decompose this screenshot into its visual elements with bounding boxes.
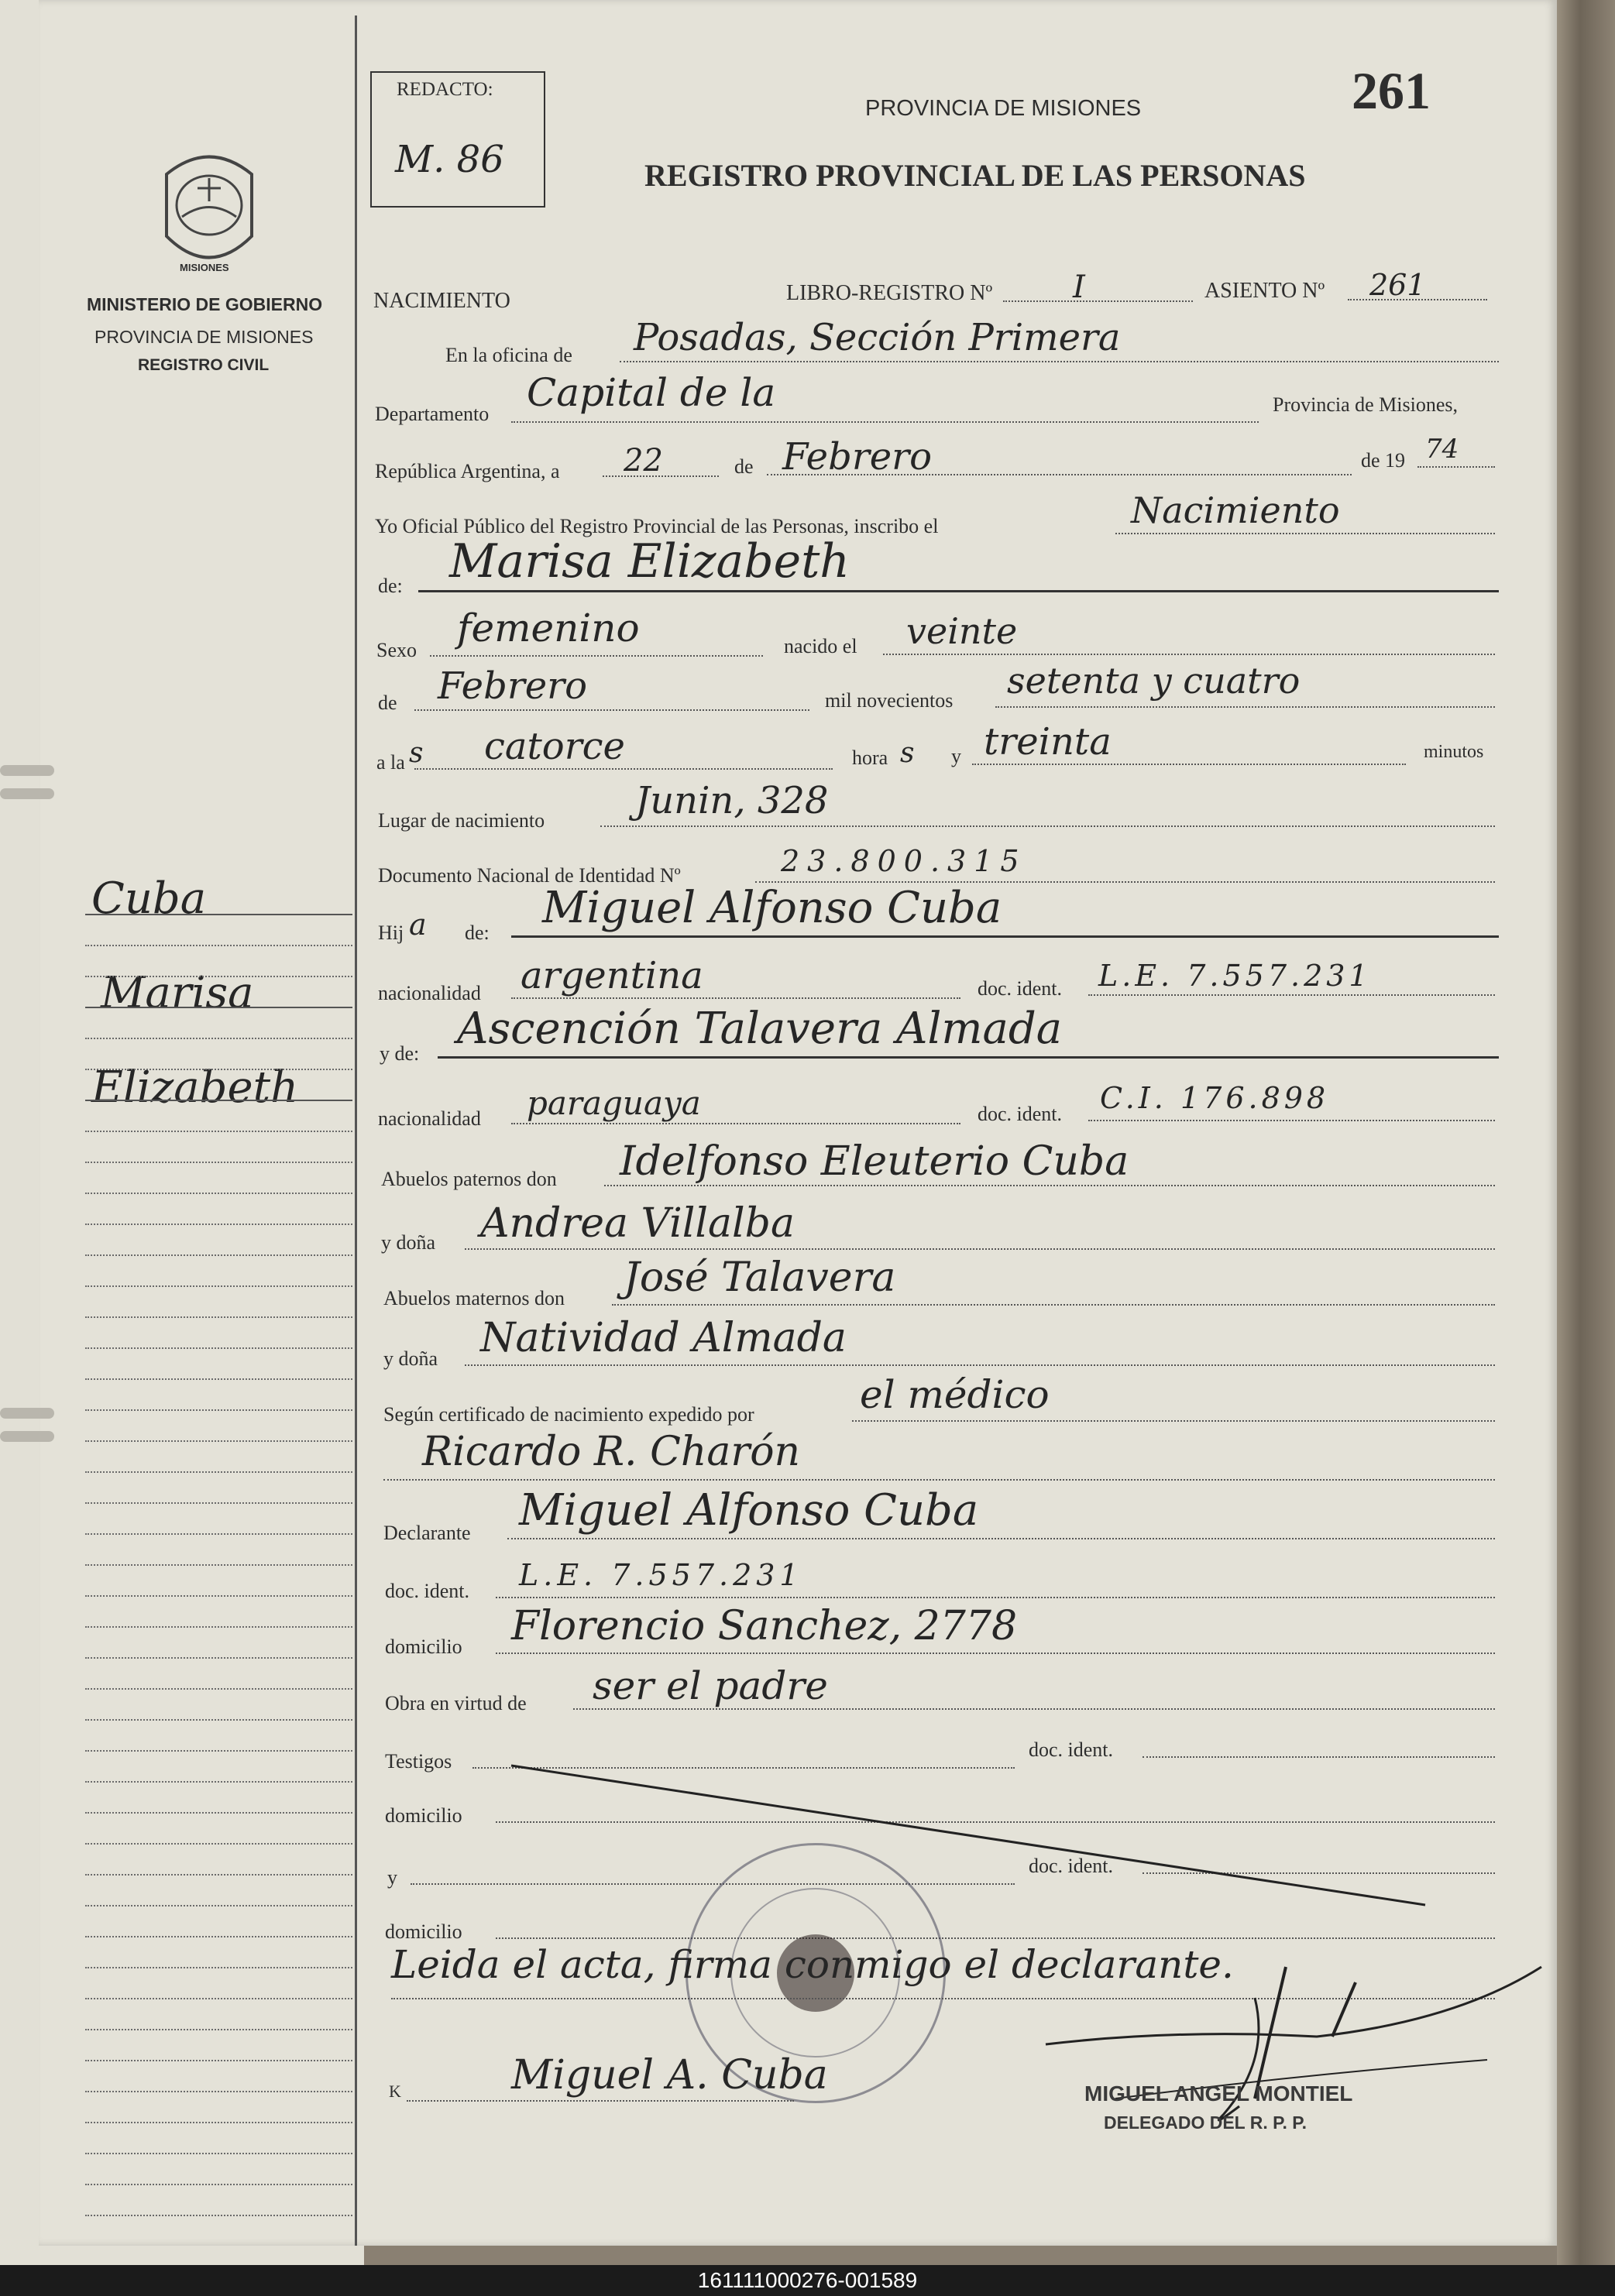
page-title: REGISTRO PROVINCIAL DE LAS PERSONAS [644,158,1306,193]
dni-value: 23.800.315 [781,844,1027,878]
redacto-value: M. 86 [395,138,504,181]
margin-ruled-line [85,1409,352,1411]
abuela-materna-label: y doña [383,1347,438,1370]
margin-ruled-line [85,2215,352,2216]
abuelo-paterno-value: Idelfonso Eleuterio Cuba [620,1138,1129,1185]
margin-ruled-line [85,1998,352,1999]
margin-ruled-line [85,1378,352,1380]
abuelos-maternos-label: Abuelos maternos don [383,1287,565,1309]
nacido-dotted-line [883,654,1495,655]
nacido-value: veinte [906,610,1018,652]
minutos-label: minutos [1424,742,1484,762]
padre-doc-dotted-line [1088,994,1495,996]
firma-marker: K [389,2082,401,2101]
margin-ruled-line [85,1781,352,1783]
margin-ruled-line [85,1131,352,1132]
obra-dotted-line [573,1708,1495,1710]
testigos-label: Testigos [385,1750,452,1773]
ministry-province: PROVINCIA DE MISIONES [94,327,314,347]
madre-nacionalidad-value: paraguaya [527,1084,701,1122]
dni-label: Documento Nacional de Identidad Nº [378,864,681,887]
page-edges [1557,0,1615,2265]
binding-string [0,765,54,776]
redacto-label: REDACTO: [397,79,493,100]
margin-ruled-line [85,1688,352,1690]
declarante-doc-label: doc. ident. [385,1580,470,1602]
sexo-dotted-line [430,655,763,657]
margin-ruled-line [85,2153,352,2154]
mes-de-label: de [734,455,754,478]
hija-de-label: de: [465,921,490,944]
official-signature-icon [1022,1951,1565,2137]
horas-label: hora [852,746,888,769]
horas-suffix: s [900,737,915,769]
margin-ruled-line [85,945,352,946]
margin-ruled-line [85,1719,352,1721]
madre-doc-dotted-line [1088,1120,1495,1121]
anio-dotted-line [1417,466,1495,468]
libro-label: LIBRO-REGISTRO Nº [786,281,993,305]
sexo-value: femenino [457,606,640,650]
certificado-dotted-line [852,1420,1495,1422]
page-number: 261 [1352,61,1431,120]
madre-doc-value: C.I. 176.898 [1100,1081,1330,1115]
leida-text: Leida el acta, firma conmigo el declarante. [391,1942,1234,1987]
stamp-role: DELEGADO DEL R. P. P. [1104,2112,1307,2133]
margin-ruled-line [85,1874,352,1876]
certificado-value: el médico [860,1372,1050,1417]
medico-value: Ricardo R. Charón [422,1429,801,1475]
dia-value: 22 [624,443,663,479]
libro-value: I [1073,269,1085,305]
margin-ruled-line [85,1100,352,1101]
margin-ruled-line [85,1564,352,1566]
declarante-doc-value: L.E. 7.557.231 [519,1558,803,1592]
medico-dotted-line [383,1479,1495,1481]
departamento-dotted-line [511,421,1259,423]
mes-value: Febrero [782,435,933,479]
act-type: NACIMIENTO [373,289,510,313]
obra-label: Obra en virtud de [385,1692,527,1714]
binding-string [0,1408,54,1419]
oficina-label: En la oficina de [445,344,572,366]
margin-ruled-line [85,1007,352,1008]
domicilio-dotted-line [496,1653,1495,1654]
margin-ruled-line [85,1224,352,1225]
margin-note-middlename: Elizabeth [91,1062,299,1113]
margin-ruled-line [85,1316,352,1318]
anio-letras-value: setenta y cuatro [1007,660,1301,702]
margin-ruled-line [85,1595,352,1597]
padre-nacionalidad-value: argentina [521,954,703,997]
testigo1-doc-label: doc. ident. [1029,1738,1114,1761]
margin-ruled-line [85,1967,352,1968]
departamento-value: Capital de la [527,370,776,415]
margin-ruled-line [85,1440,352,1442]
horas-value: catorce [484,725,625,768]
mes2-value: Febrero [438,664,588,708]
testigo2-domicilio-label: domicilio [385,1920,462,1943]
margin-ruled-line [85,1502,352,1504]
abuelo-paterno-dotted-line [604,1185,1495,1186]
abuela-paterna-label: y doña [381,1231,436,1254]
image-identifier: 161111000276-001589 [697,2268,918,2292]
margin-ruled-line [85,1162,352,1163]
abuelos-paternos-label: Abuelos paternos don [381,1168,557,1190]
declarante-doc-dotted-line [496,1597,1495,1598]
nacido-label: nacido el [784,635,857,657]
ala-suffix: s [409,737,424,769]
padre-value: Miguel Alfonso Cuba [542,883,1002,933]
abuelo-materno-dotted-line [612,1304,1495,1306]
margin-ruled-line [85,1069,352,1070]
margin-ruled-line [85,1750,352,1752]
margin-ruled-line [85,1905,352,1906]
margin-ruled-line [85,2029,352,2030]
domicilio-label: domicilio [385,1635,462,1658]
libro-dotted-line [1003,300,1193,302]
declarante-dotted-line [507,1538,1495,1539]
minutos-value: treinta [984,720,1112,764]
header-province: PROVINCIA DE MISIONES [865,96,1142,121]
binding-string [0,1431,54,1442]
declarante-label: Declarante [383,1522,471,1544]
testigo2-domicilio-dotted-line [496,1937,1495,1939]
hija-suffix: a [409,908,427,942]
stamp-name: MIGUEL ANGEL MONTIEL [1084,2082,1353,2106]
horas-dotted-line [414,768,833,770]
inscribo-dotted-line [1115,533,1495,534]
margin-ruled-line [85,1038,352,1039]
hija-label: Hij [378,921,404,944]
ala-label: a la [376,751,405,774]
margin-ruled-line [85,1626,352,1628]
firma-declarante: Miguel A. Cuba [511,2052,828,2099]
margin-ruled-line [85,2091,352,2092]
redacto-box [370,71,545,208]
lugar-label: Lugar de nacimiento [378,809,545,832]
margin-ruled-line [85,1533,352,1535]
margin-ruled-line [85,2184,352,2185]
anio-letras-dotted-line [995,706,1495,708]
oficial-text: Yo Oficial Público del Registro Provincial de las Personas, inscribo el [375,515,939,537]
mes2-de-label: de [378,692,397,714]
margin-note-firstname: Marisa [101,968,254,1018]
obra-value: ser el padre [593,1663,828,1708]
margin-ruled-line [85,1936,352,1937]
ministry-registry: REGISTRO CIVIL [138,356,270,374]
margin-ruled-line [85,914,352,915]
lugar-dotted-line [600,825,1495,827]
emblem-text: MISIONES [180,262,229,273]
padre-doc-value: L.E. 7.557.231 [1098,959,1372,993]
provincial-emblem-icon [151,143,267,279]
y-minutos-label: y [951,745,961,767]
firma-declarante-line [407,2100,794,2102]
margin-note-surname: Cuba [91,873,207,924]
padre-doc-label: doc. ident. [978,977,1063,1000]
oficina-dotted-line [620,361,1499,362]
margin-ruled-line [85,2122,352,2123]
nombre-label: de: [378,575,403,597]
binding-string [0,788,54,799]
margin-divider [355,15,357,2246]
madre-nacionalidad-label: nacionalidad [378,1107,481,1130]
madre-doc-label: doc. ident. [978,1103,1063,1125]
margin-ruled-line [85,1285,352,1287]
inscribo-value: Nacimiento [1131,489,1340,531]
testigo2-label: y [387,1866,397,1889]
minutos-dotted-line [972,764,1406,765]
abuelo-materno-value: José Talavera [624,1254,896,1301]
padre-nacionalidad-dotted-line [511,997,960,999]
witness-strike-line [503,1758,1433,1913]
asiento-value: 261 [1369,268,1426,302]
certificado-label: Según certificado de nacimiento expedido por [383,1403,754,1426]
oficina-value: Posadas, Sección Primera [634,316,1121,359]
margin-ruled-line [85,2060,352,2061]
nombre-value: Marisa Elizabeth [449,534,850,589]
margin-ruled-line [85,1347,352,1349]
margin-ruled-line [85,976,352,977]
asiento-label: ASIENTO Nº [1204,279,1325,303]
margin-ruled-line [85,1657,352,1659]
madre-rule [438,1056,1499,1059]
declarante-value: Miguel Alfonso Cuba [519,1485,979,1536]
padre-rule [511,935,1499,938]
anio-label: de 19 [1361,449,1406,472]
sexo-label: Sexo [376,639,417,661]
testigo2-doc-label: doc. ident. [1029,1855,1114,1877]
provincia-label: Provincia de Misiones, [1273,393,1459,416]
padre-nacionalidad-label: nacionalidad [378,982,481,1004]
madre-label: y de: [380,1042,420,1065]
margin-ruled-line [85,1254,352,1256]
margin-ruled-line [85,1812,352,1814]
mes2-dotted-line [414,709,809,711]
abuela-paterna-value: Andrea Villalba [480,1200,795,1247]
anio-value: 74 [1425,434,1459,465]
margin-ruled-line [85,1471,352,1473]
margin-ruled-line [85,1193,352,1194]
mil-label: mil novecientos [825,689,954,712]
domicilio-value: Florencio Sanchez, 2778 [511,1603,1018,1649]
nombre-rule [418,590,1499,592]
abuela-paterna-dotted-line [465,1248,1495,1250]
testigo1-domicilio-label: domicilio [385,1804,462,1827]
republica-label: República Argentina, a [375,460,560,482]
abuela-materna-dotted-line [465,1364,1495,1366]
departamento-label: Departamento [375,403,490,425]
margin-ruled-line [85,1843,352,1845]
ministry-name: MINISTERIO DE GOBIERNO [87,294,323,314]
lugar-value: Junin, 328 [635,779,829,822]
abuela-materna-value: Natividad Almada [480,1315,847,1361]
madre-nacionalidad-dotted-line [511,1123,960,1124]
madre-value: Ascención Talavera Almada [457,1004,1063,1054]
